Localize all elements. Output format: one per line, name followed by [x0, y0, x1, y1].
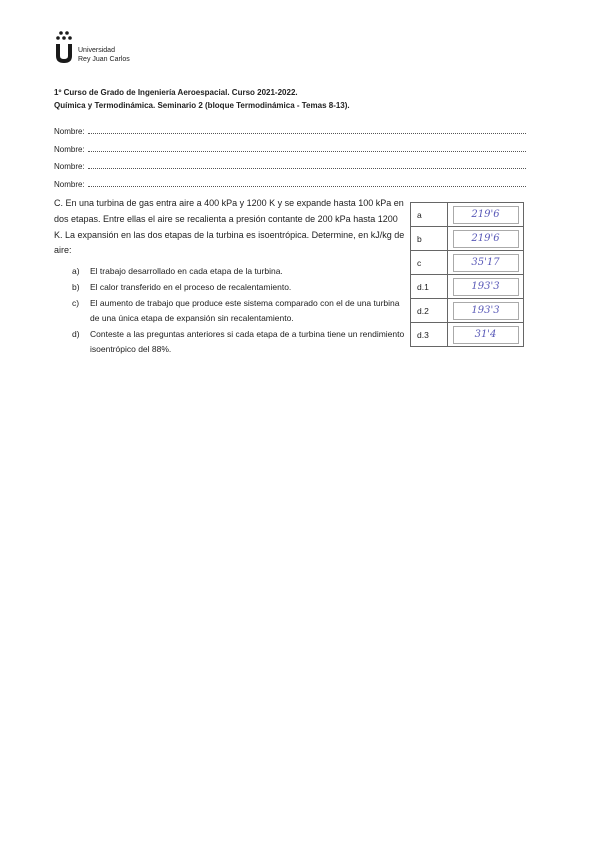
answer-key: d.2: [411, 299, 448, 323]
answer-key: c: [411, 251, 448, 275]
answer-row: [411, 323, 524, 347]
question-list: [54, 264, 406, 358]
university-logo: [54, 30, 204, 70]
answer-key: d.3: [411, 323, 448, 347]
answer-cell: [448, 299, 524, 323]
answer-key: a: [411, 203, 448, 227]
answer-value[interactable]: 219'6: [453, 206, 519, 224]
course-title: 1º Curso de Grado de Ingeniería Aeroespacial. Curso 2021-2022.: [54, 88, 298, 97]
answer-cell: [448, 251, 524, 275]
answer-row: [411, 275, 524, 299]
question-letter: c): [72, 298, 80, 308]
question-text: El aumento de trabajo que produce este sistema comparado con el de una turbina de una única etapa de expansión sin recalentamiento.: [90, 298, 400, 323]
university-name-line2: Rey Juan Carlos: [78, 56, 130, 63]
question-letter: a): [72, 266, 80, 276]
answer-cell: [448, 227, 524, 251]
answers-table: [410, 202, 524, 347]
answer-row: [411, 251, 524, 275]
question-text: Conteste a las preguntas anteriores si cada etapa de a turbina tiene un rendimiento isoentrópico del 88%.: [90, 329, 405, 354]
question-letter: d): [72, 329, 80, 339]
answer-cell: [448, 275, 524, 299]
question-item: [54, 327, 406, 357]
question-text: El trabajo desarrollado en cada etapa de la turbina.: [90, 266, 283, 276]
name-field[interactable]: [88, 126, 526, 134]
question-item: [54, 264, 406, 279]
name-field[interactable]: [88, 161, 526, 169]
student-names-block: [54, 126, 526, 196]
answer-value[interactable]: 193'3: [453, 302, 519, 320]
name-label: Nombre:: [54, 179, 85, 189]
answer-row: [411, 227, 524, 251]
name-field[interactable]: [88, 179, 526, 187]
answer-value[interactable]: 193'3: [453, 278, 519, 296]
university-name-line1: Universidad: [78, 47, 115, 54]
answer-value[interactable]: 219'6: [453, 230, 519, 248]
name-label: Nombre:: [54, 162, 85, 171]
university-name: [78, 46, 130, 64]
name-row: [54, 144, 526, 162]
name-row: [54, 126, 526, 144]
question-item: [54, 280, 406, 295]
answer-cell: [448, 203, 524, 227]
answer-key: b: [411, 227, 448, 251]
course-header: [54, 86, 534, 112]
question-letter: b): [72, 282, 80, 292]
urjc-logo-icon: [54, 30, 74, 64]
question-text: El calor transferido en el proceso de recalentamiento.: [90, 282, 292, 292]
answer-value[interactable]: 31'4: [453, 326, 519, 344]
name-label: Nombre:: [54, 127, 85, 136]
question-item: [54, 296, 406, 326]
answer-value[interactable]: 35'17: [453, 254, 519, 272]
answer-row: [411, 203, 524, 227]
name-label: Nombre:: [54, 144, 85, 154]
answer-cell: [448, 323, 524, 347]
name-field[interactable]: [88, 144, 526, 152]
name-row: [54, 179, 526, 197]
answer-row: [411, 299, 524, 323]
seminar-title: Química y Termodinámica. Seminario 2 (bloque Termodinámica - Temas 8-13).: [54, 101, 350, 110]
name-row: [54, 161, 526, 179]
answer-key: d.1: [411, 275, 448, 299]
problem-statement: C. En una turbina de gas entra aire a 400 kPa y 1200 K y se expande hasta 100 kPa en dos etapas. Entre ellas el aire se recalienta a presión contante de 200 kPa hasta 1200 K. La expansión en las dos etapas de la turbina es isoentrópica. Determine, en kJ/kg de aire:: [54, 198, 405, 256]
